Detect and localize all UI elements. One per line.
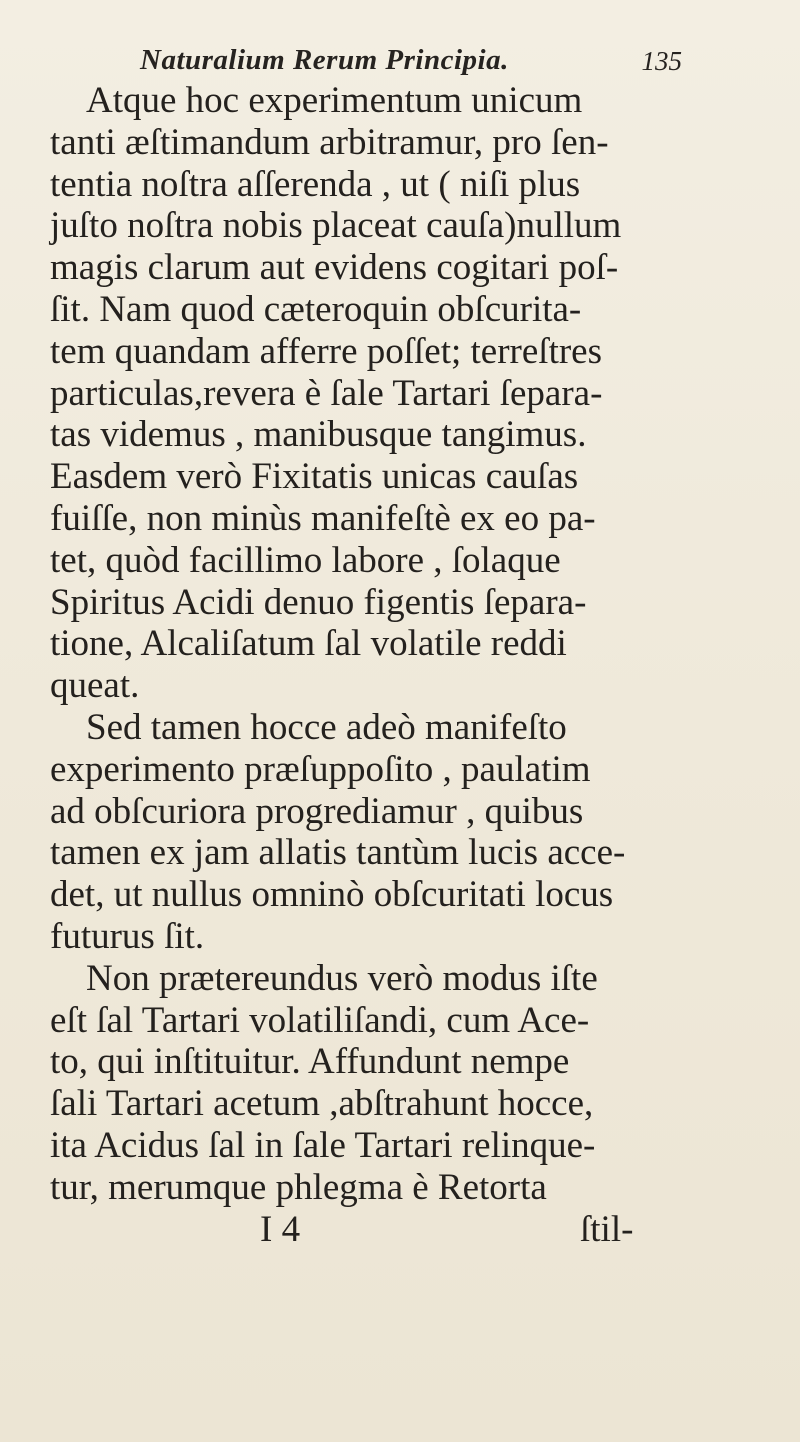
text-line: Non prætereundus verò modus iſte	[86, 957, 598, 999]
text-line: to, qui inſtituitur. Affundunt nempe	[50, 1041, 570, 1083]
text-line: tur, merumque phlegma è Retorta	[50, 1166, 547, 1208]
text-line: tanti æſtimandum arbitramur, pro ſen-	[50, 121, 609, 163]
text-line: particulas,revera è ſale Tartari ſepara-	[50, 372, 603, 414]
text-line: Sed tamen hocce adeò manifeſto	[86, 706, 567, 748]
running-head	[140, 44, 700, 84]
text-line: tem quandam afferre poſſet; terreſtres	[50, 330, 603, 372]
text-line: Spiritus Acidi denuo figentis ſepara-	[50, 581, 587, 623]
text-line: magis clarum aut evidens cogitari poſ-	[50, 247, 619, 289]
text-line: ad obſcuriora progrediamur , quibus	[50, 790, 584, 832]
signature-mark: I 4	[260, 1208, 301, 1250]
text-line: tas videmus , manibusque tangimus.	[50, 414, 587, 456]
catchword: ſtil-	[580, 1208, 634, 1250]
body-text	[50, 80, 780, 1250]
page-number: 135	[641, 46, 682, 76]
text-line: det, ut nullus omninò obſcuritati locus	[50, 874, 614, 916]
text-line: tione, Alcaliſatum ſal volatile reddi	[50, 623, 567, 665]
text-line: eſt ſal Tartari volatiliſandi, cum Ace-	[50, 999, 590, 1041]
text-line: queat.	[50, 665, 140, 707]
text-line: tentia noſtra aſſerenda , ut ( niſi plus	[50, 163, 581, 205]
text-line: tet, quòd facillimo labore , ſolaque	[50, 539, 561, 581]
text-line: Atque hoc experimentum unicum	[86, 80, 583, 121]
page-footer-line	[50, 1209, 780, 1251]
running-title: Naturalium Rerum Principia.	[140, 44, 509, 76]
text-line: experimento præſuppoſito , paulatim	[50, 748, 591, 790]
text-line: ita Acidus ſal in ſale Tartari relinque-	[50, 1124, 596, 1166]
text-line: ſit. Nam quod cæteroquin obſcurita-	[50, 288, 582, 330]
text-line: tamen ex jam allatis tantùm lucis acce-	[50, 832, 626, 874]
text-line: juſto noſtra nobis placeat cauſa)nullum	[50, 205, 622, 247]
text-line: ſali Tartari acetum ,abſtrahunt hocce,	[50, 1083, 594, 1125]
text-line: Easdem verò Fixitatis unicas cauſas	[50, 456, 579, 498]
text-line: fuiſſe, non minùs manifeſtè ex eo pa-	[50, 497, 596, 539]
text-line: futurus ſit.	[50, 915, 205, 957]
